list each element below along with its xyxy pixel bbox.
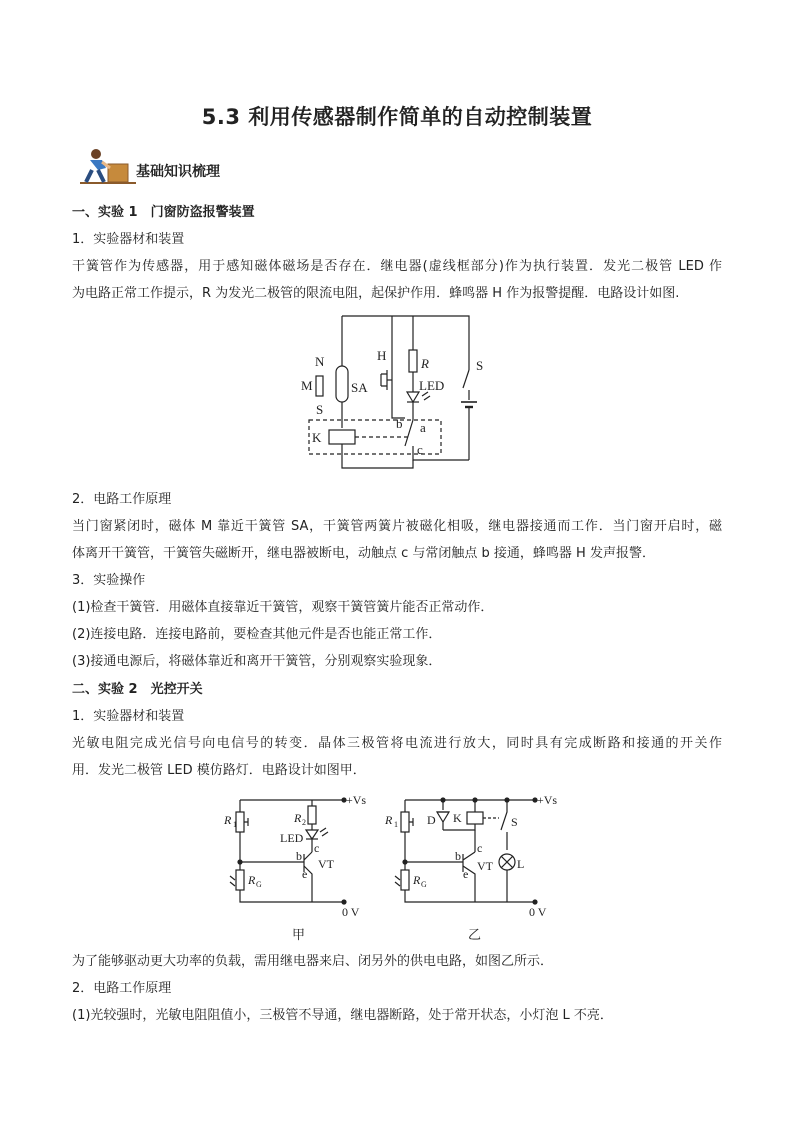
label-0v: 0 V: [342, 905, 360, 919]
list-item: (3)接通电源后，将磁体靠近和离开干簧管，分别观察实验现象．: [72, 654, 442, 669]
label-b: b: [396, 416, 403, 431]
label-vs: +Vs: [346, 793, 367, 807]
person-pushing-box-icon: [78, 146, 138, 186]
label-c: c: [417, 442, 423, 457]
subheading: 3．实验操作: [72, 573, 146, 588]
svg-text:R: R: [248, 873, 256, 887]
label-K: K: [312, 430, 322, 445]
label-R: R: [421, 356, 429, 371]
svg-text:G: G: [421, 880, 427, 889]
label-L: L: [517, 857, 525, 871]
paragraph: 光敏电阻完成光信号向电信号的转变．晶体三极管将电流进行放大，同时具有完成断路和接通的开关作: [72, 736, 722, 751]
circuit-diagram-jia: [222, 790, 382, 922]
label-VT: VT: [477, 859, 493, 873]
svg-text:R: R: [224, 813, 232, 827]
paragraph: (1)光较强时，光敏电阻阻值小，三极管不导通，继电器断路，处于常开状态，小灯泡 L 不亮．: [72, 1008, 613, 1023]
paragraph: 为电路正常工作提示，R 为发光二极管的限流电阻，起保护作用．蜂鸣器 H 作为报警提醒．电路设计如图.: [72, 286, 680, 301]
paragraph: 用．发光二极管 LED 模仿路灯．电路设计如图甲．: [72, 763, 366, 778]
label-S: S: [316, 402, 324, 417]
svg-text:e: e: [302, 867, 308, 881]
label-vs: +Vs: [537, 793, 558, 807]
svg-text:b: b: [296, 849, 302, 863]
section-banner: [78, 146, 278, 186]
svg-text:e: e: [463, 867, 469, 881]
label-LED: LED: [419, 378, 445, 393]
svg-text:R: R: [385, 813, 393, 827]
label-S: S: [511, 815, 518, 829]
banner-label: 基础知识梳理: [136, 164, 220, 180]
label-a: a: [420, 420, 426, 435]
label-SA: SA: [351, 380, 368, 395]
svg-text:b: b: [455, 849, 461, 863]
circuit-diagram-door-alarm: [295, 310, 495, 475]
circuit-diagram-yi: [383, 790, 558, 922]
figure-caption-jia: 甲: [292, 928, 306, 943]
svg-text:c: c: [477, 841, 483, 855]
paragraph: 当门窗紧闭时，磁体 M 靠近干簧管 SA，干簧管两簧片被磁化相吸，继电器接通而工作．当门窗开启时，磁: [72, 519, 722, 534]
label-LED: LED: [280, 831, 304, 845]
section-heading-1: 一、实验 1 门窗防盗报警装置: [72, 205, 255, 220]
section-heading-2: 二、实验 2 光控开关: [72, 682, 203, 697]
label-H: H: [377, 348, 387, 363]
label-D: D: [427, 813, 436, 827]
list-item: (1)检查干簧管．用磁体直接靠近干簧管，观察干簧管簧片能否正常动作．: [72, 600, 494, 615]
label-0v: 0 V: [529, 905, 547, 919]
label-VT: VT: [318, 857, 334, 871]
subheading: 2．电路工作原理: [72, 981, 172, 996]
label-M: M: [301, 378, 313, 393]
svg-text:G: G: [256, 880, 262, 889]
paragraph: 为了能够驱动更大功率的负载，需用继电器来启、闭另外的供电电路，如图乙所示．: [72, 954, 554, 969]
svg-text:1: 1: [233, 820, 237, 829]
subheading: 2．电路工作原理: [72, 492, 172, 507]
figure-caption-yi: 乙: [468, 928, 482, 943]
svg-text:2: 2: [302, 818, 306, 827]
paragraph: 体离开干簧管，干簧管失磁断开，继电器被断电，动触点 c 与常闭触点 b 接通，蜂鸣器 H 发声报警．: [72, 546, 655, 561]
svg-text:R: R: [294, 811, 302, 825]
label-K: K: [453, 811, 462, 825]
svg-text:R: R: [413, 873, 421, 887]
subheading: 1．实验器材和装置: [72, 232, 185, 247]
page-title: 5.3 利用传感器制作简单的自动控制装置: [201, 105, 593, 129]
subheading: 1．实验器材和装置: [72, 709, 185, 724]
svg-text:c: c: [314, 841, 320, 855]
label-switch-S: S: [476, 358, 484, 373]
list-item: (2)连接电路．连接电路前，要检查其他元件是否也能正常工作．: [72, 627, 442, 642]
svg-text:1: 1: [394, 820, 398, 829]
label-N: N: [315, 354, 325, 369]
paragraph: 干簧管作为传感器，用于感知磁体磁场是否存在．继电器(虚线框部分)作为执行装置．发光二极管 LED 作: [72, 259, 722, 274]
